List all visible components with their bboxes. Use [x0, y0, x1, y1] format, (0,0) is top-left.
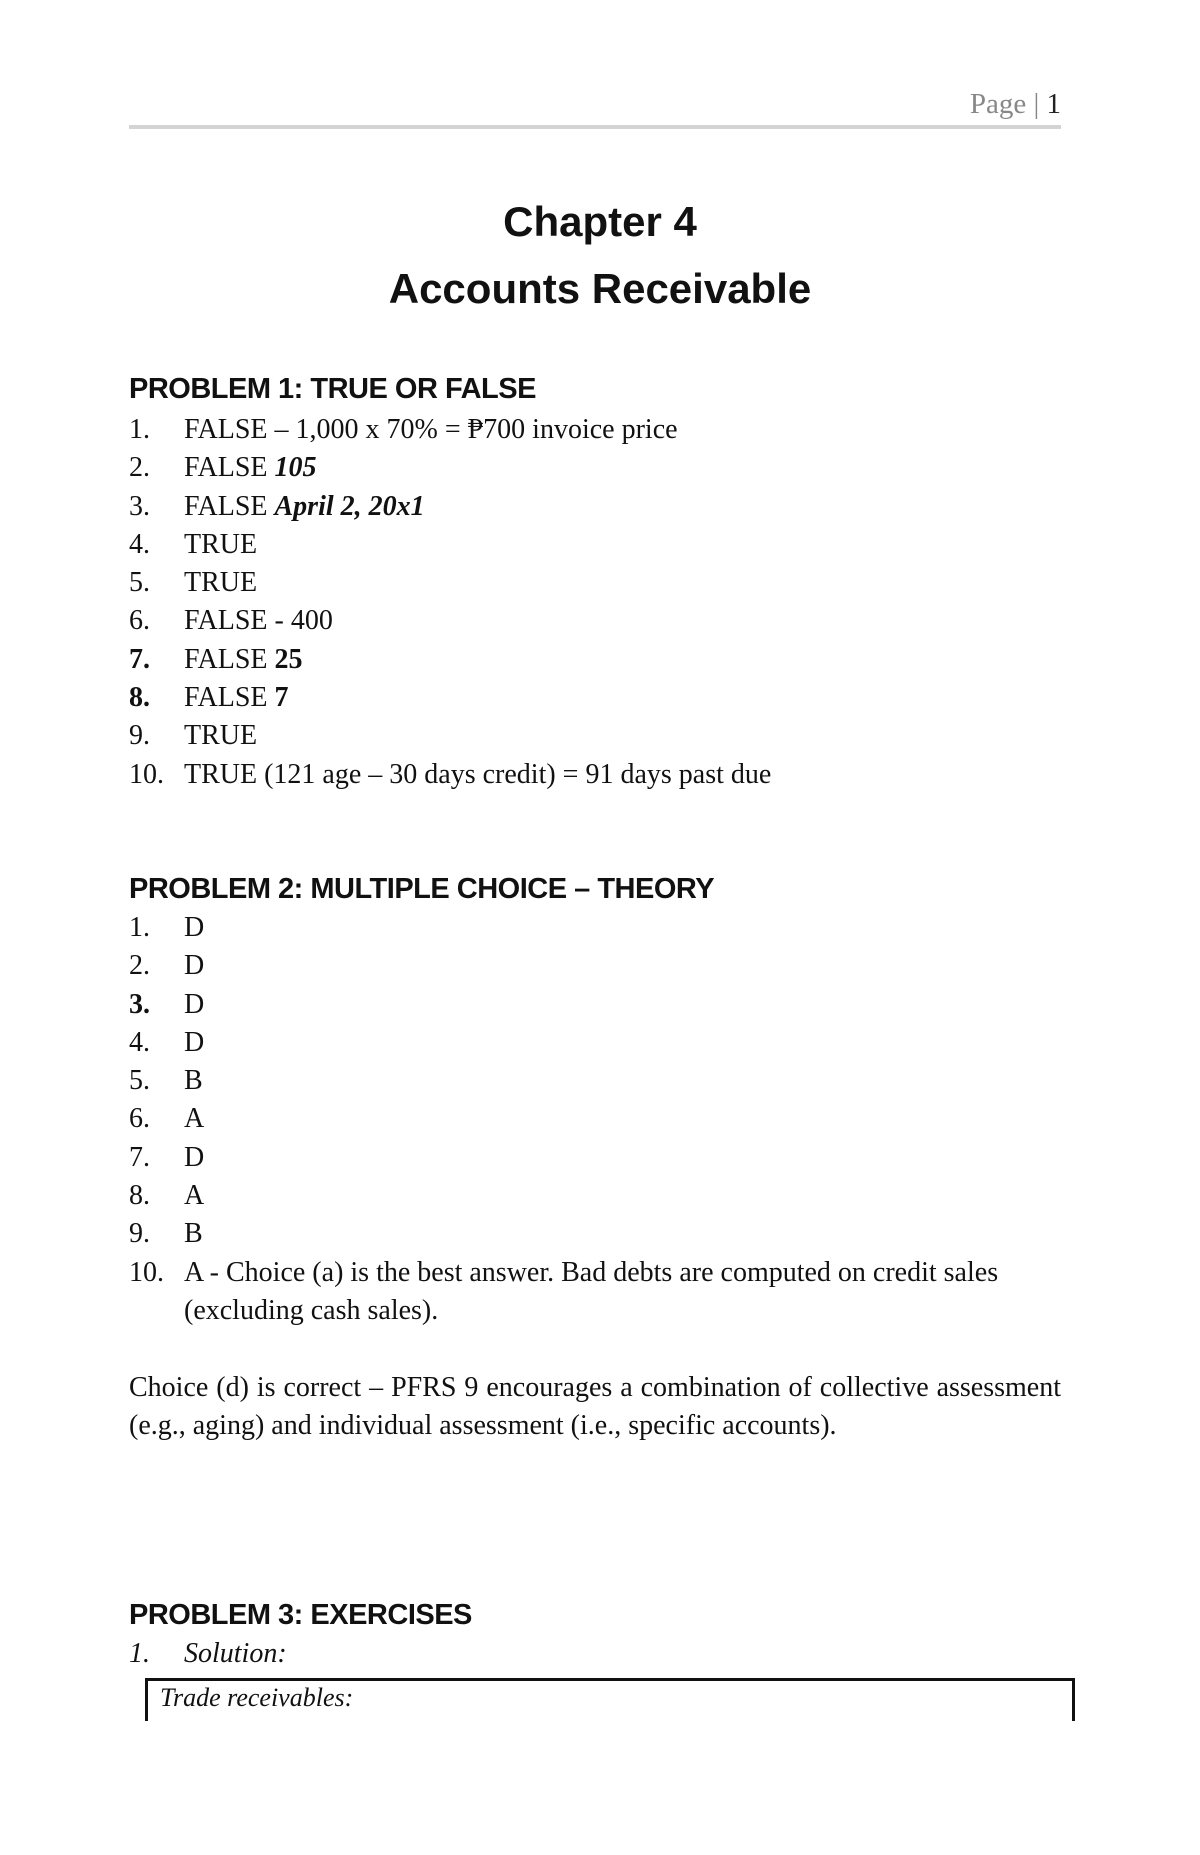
item-answer: D — [184, 988, 205, 1020]
item-answer: D — [184, 950, 205, 982]
item-answer: A — [184, 1180, 205, 1212]
problem2-note: Choice (d) is correct – PFRS 9 encourages a combination of collective assessment (e.g., aging) and individual assessment (i.e., specific accounts). — [129, 1372, 1061, 1441]
page-separator: | — [1033, 88, 1040, 120]
item-emphasis: 25 — [274, 643, 303, 675]
item-number: 10. — [129, 758, 164, 790]
item-emphasis: 7 — [274, 682, 289, 714]
item-number: 10. — [129, 1256, 164, 1288]
item-text — [184, 1139, 1061, 1177]
list-item — [129, 526, 1061, 564]
item-answer: A - Choice (a) is the best answer. Bad debts are computed on credit sales (excluding cash sales). — [184, 1256, 999, 1326]
trade-receivables-label: Trade receivables: — [160, 1683, 354, 1712]
item-answer: TRUE — [184, 720, 258, 752]
item-text — [184, 564, 1061, 602]
item-number: 2. — [129, 950, 150, 982]
chapter-title: Chapter 4 — [503, 198, 697, 245]
item-number: 8. — [129, 682, 150, 714]
solution-label — [129, 1638, 287, 1670]
item-answer: B — [184, 1218, 203, 1250]
solution-box — [145, 1678, 1075, 1721]
list-item — [129, 1100, 1061, 1138]
list-item — [129, 1254, 1061, 1331]
list-item — [129, 756, 1061, 794]
list-item — [129, 947, 1061, 985]
item-number: 2. — [129, 452, 150, 484]
item-text — [184, 1062, 1061, 1100]
item-answer: A — [184, 1103, 205, 1135]
item-text — [184, 411, 1061, 449]
list-item — [129, 564, 1061, 602]
item-number: 4. — [129, 1026, 150, 1058]
item-text — [184, 1024, 1061, 1062]
item-answer: TRUE — [184, 528, 258, 560]
item-emphasis: 105 — [274, 452, 317, 484]
item-text — [184, 909, 1061, 947]
item-number: 7. — [129, 643, 150, 675]
page-number: 1 — [1046, 88, 1061, 120]
list-item — [129, 449, 1061, 487]
page-header — [970, 88, 1061, 121]
item-number: 9. — [129, 1218, 150, 1250]
item-answer: TRUE — [184, 567, 258, 599]
problem1-heading: PROBLEM 1: TRUE OR FALSE — [129, 373, 536, 405]
list-item — [129, 488, 1061, 526]
item-text — [184, 986, 1061, 1024]
item-number: 1. — [129, 414, 150, 445]
item-number: 7. — [129, 1141, 150, 1173]
chapter-subject: Accounts Receivable — [388, 265, 812, 312]
item-text — [184, 679, 1061, 717]
item-text — [184, 449, 1061, 487]
list-item — [129, 986, 1061, 1024]
item-number: 8. — [129, 1180, 150, 1212]
item-answer: FALSE — [184, 490, 275, 522]
list-item — [129, 909, 1061, 947]
item-answer: FALSE — [184, 682, 275, 714]
solution-number: 1. — [129, 1638, 150, 1669]
item-text — [184, 641, 1061, 679]
item-answer: D — [184, 1141, 205, 1173]
item-answer: FALSE — [184, 643, 275, 675]
list-item — [129, 641, 1061, 679]
list-item — [129, 1139, 1061, 1177]
item-text — [184, 717, 1061, 755]
item-answer: TRUE (121 age – 30 days credit) = 91 days past due — [184, 758, 772, 790]
item-answer: FALSE - 400 — [184, 605, 333, 637]
header-rule — [129, 125, 1061, 129]
item-text — [184, 756, 1061, 794]
problem3-heading: PROBLEM 3: EXERCISES — [129, 1599, 472, 1631]
item-answer: FALSE — [184, 452, 275, 484]
problem2-heading: PROBLEM 2: MULTIPLE CHOICE – THEORY — [129, 873, 715, 905]
item-text — [184, 526, 1061, 564]
item-text — [184, 488, 1061, 526]
item-number: 6. — [129, 605, 150, 637]
list-item — [129, 1215, 1061, 1253]
item-text — [184, 602, 1061, 640]
item-number: 6. — [129, 1103, 150, 1135]
item-number: 9. — [129, 720, 150, 752]
item-number: 3. — [129, 988, 150, 1020]
list-item — [129, 1024, 1061, 1062]
list-item — [129, 602, 1061, 640]
list-item — [129, 1062, 1061, 1100]
item-text — [184, 1177, 1061, 1215]
item-text — [184, 947, 1061, 985]
solution-text: Solution: — [184, 1638, 287, 1669]
page-label: Page — [969, 88, 1027, 120]
item-number: 4. — [129, 528, 150, 560]
item-answer: D — [184, 1026, 205, 1058]
item-number: 1. — [129, 912, 150, 943]
list-item — [129, 411, 1061, 449]
item-answer: FALSE – 1,000 x 70% = ₱700 invoice price — [184, 414, 678, 445]
list-item — [129, 1177, 1061, 1215]
item-number: 5. — [129, 1065, 150, 1097]
list-item — [129, 679, 1061, 717]
item-number: 3. — [129, 490, 150, 522]
item-text — [184, 1100, 1061, 1138]
item-text — [184, 1215, 1061, 1253]
item-number: 5. — [129, 567, 150, 599]
item-text — [184, 1254, 1061, 1331]
item-answer: B — [184, 1065, 203, 1097]
item-answer: D — [184, 912, 205, 943]
problem1-list — [129, 411, 1061, 794]
list-item — [129, 717, 1061, 755]
problem2-list — [129, 909, 1061, 1330]
item-emphasis: April 2, 20x1 — [274, 490, 425, 522]
